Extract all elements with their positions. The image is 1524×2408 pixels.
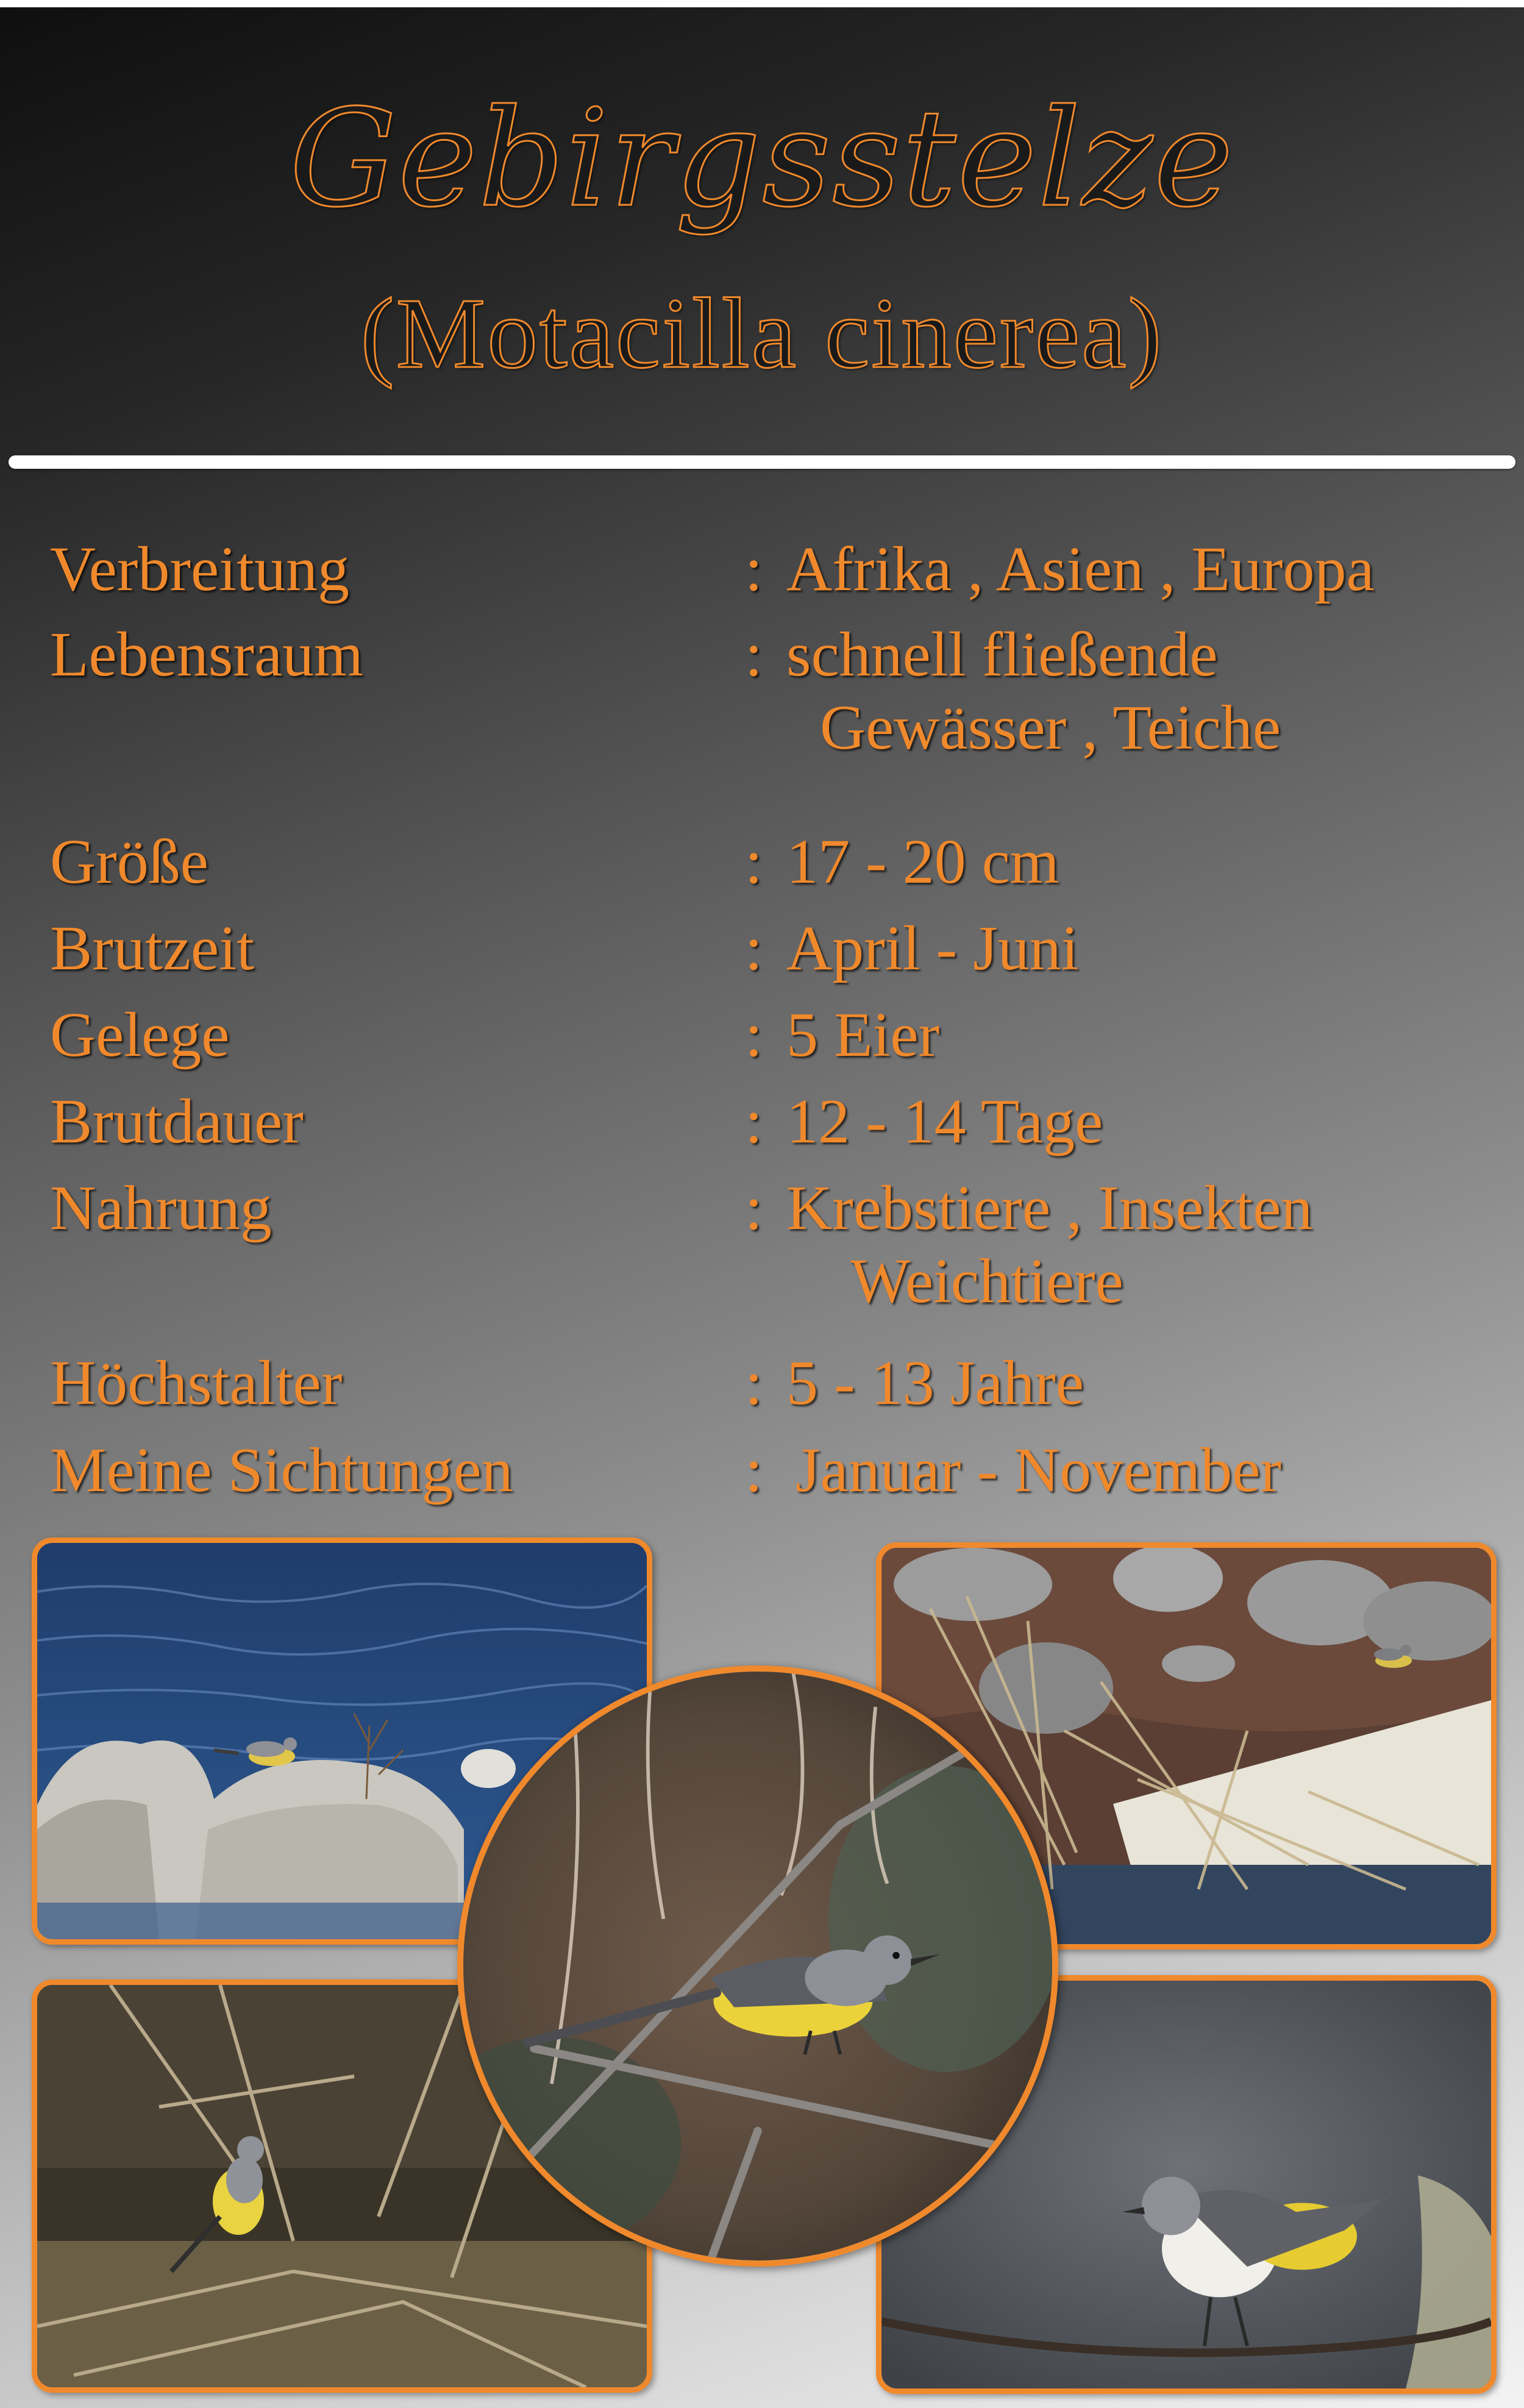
fact-value: Afrika , Asien , Europa — [786, 534, 1375, 604]
fact-separator: : — [745, 913, 763, 983]
fact-value: April - Juni — [786, 913, 1079, 983]
fact-label: Verbreitung — [50, 534, 349, 604]
fact-value-continued: Weichtiere — [850, 1246, 1123, 1316]
fact-separator: : — [745, 619, 763, 689]
fact-separator: : — [745, 1000, 763, 1070]
fact-separator: : — [745, 1348, 763, 1418]
wagtail-closeup-image — [463, 1672, 1052, 2260]
poster — [0, 7, 1524, 2408]
fact-label: Größe — [50, 827, 208, 897]
fact-value: schnell fließende — [786, 619, 1218, 689]
fact-list — [0, 7, 1524, 1531]
fact-label: Brutdauer — [50, 1086, 304, 1156]
page-subtitle: (Motacilla cinerea) — [360, 277, 1164, 389]
photo-wagtail-closeup — [457, 1665, 1058, 2267]
page-title: Gebirgsstelze — [290, 80, 1234, 237]
fact-label: Nahrung — [50, 1173, 272, 1243]
fact-label: Meine Sichtungen — [50, 1435, 513, 1505]
fact-label: Höchstalter — [50, 1348, 343, 1418]
fact-separator: : — [745, 1086, 763, 1156]
fact-separator: : — [745, 827, 763, 897]
fact-value: 12 - 14 Tage — [786, 1086, 1103, 1156]
fact-value: 5 Eier — [786, 1000, 940, 1070]
fact-value: Krebstiere , Insekten — [786, 1173, 1313, 1243]
fact-label: Brutzeit — [50, 913, 255, 983]
fact-value-continued: Gewässer , Teiche — [820, 693, 1281, 763]
fact-separator: : — [745, 1173, 763, 1243]
fact-separator: : — [745, 1435, 763, 1505]
fact-label: Lebensraum — [50, 619, 364, 689]
fact-value: 5 - 13 Jahre — [786, 1348, 1084, 1418]
fact-separator: : — [745, 534, 763, 604]
fact-label: Gelege — [50, 1000, 230, 1070]
fact-value: Januar - November — [796, 1435, 1282, 1505]
fact-value: 17 - 20 cm — [786, 827, 1059, 897]
